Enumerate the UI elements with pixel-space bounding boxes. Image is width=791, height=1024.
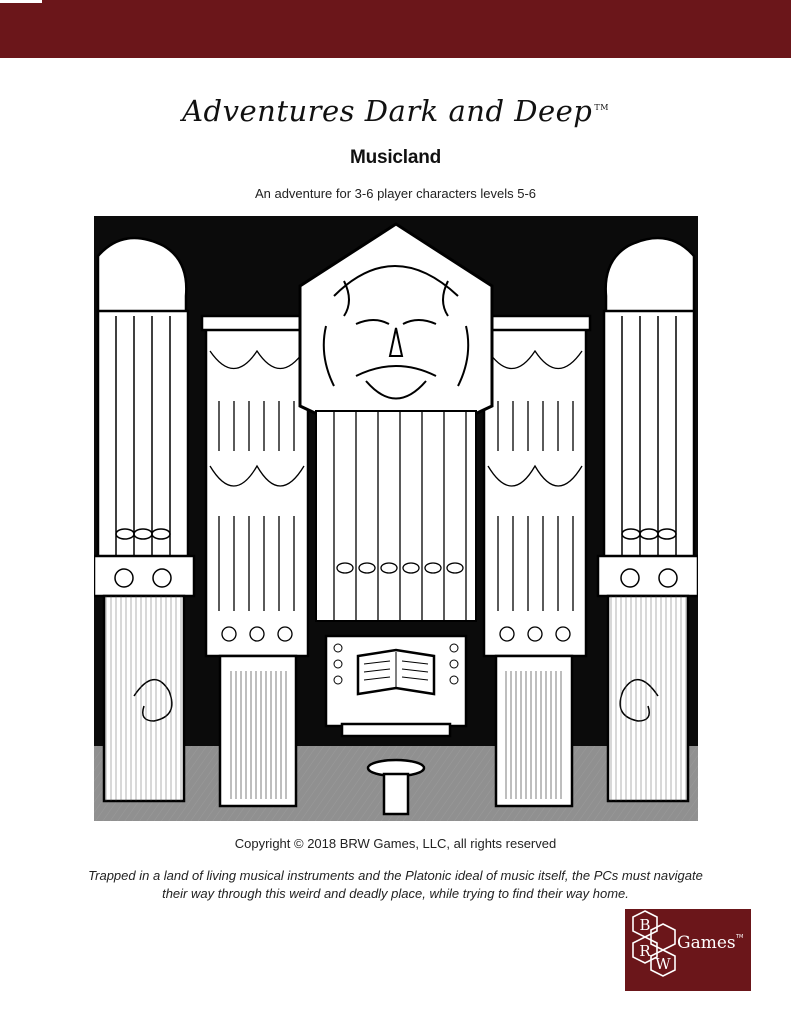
cover-illustration	[94, 216, 698, 821]
series-title	[0, 94, 791, 128]
logo-trademark: TM	[736, 934, 744, 940]
module-title: Musicland	[349, 147, 442, 168]
logo-word-games: Games	[677, 933, 736, 953]
series-trademark: TM	[594, 103, 609, 113]
logo-letter-w: W	[655, 955, 671, 973]
adventure-subtitle: An adventure for 3-6 player characters levels 5-6	[254, 186, 537, 201]
brw-games-logo	[625, 909, 751, 991]
copyright-notice: Copyright © 2018 BRW Games, LLC, all rights reserved	[234, 836, 557, 851]
series-title-text: Adventures Dark and Deep	[182, 94, 593, 128]
logo-letter-r: R	[639, 942, 651, 960]
adventure-blurb: Trapped in a land of living musical instruments and the Platonic ideal of music itself, the PCs must navigate their way through this weird and deadly place, while trying to find their way home.	[88, 868, 703, 901]
banner-notch	[0, 0, 42, 3]
top-banner	[0, 0, 791, 58]
logo-letter-b: B	[639, 916, 651, 934]
